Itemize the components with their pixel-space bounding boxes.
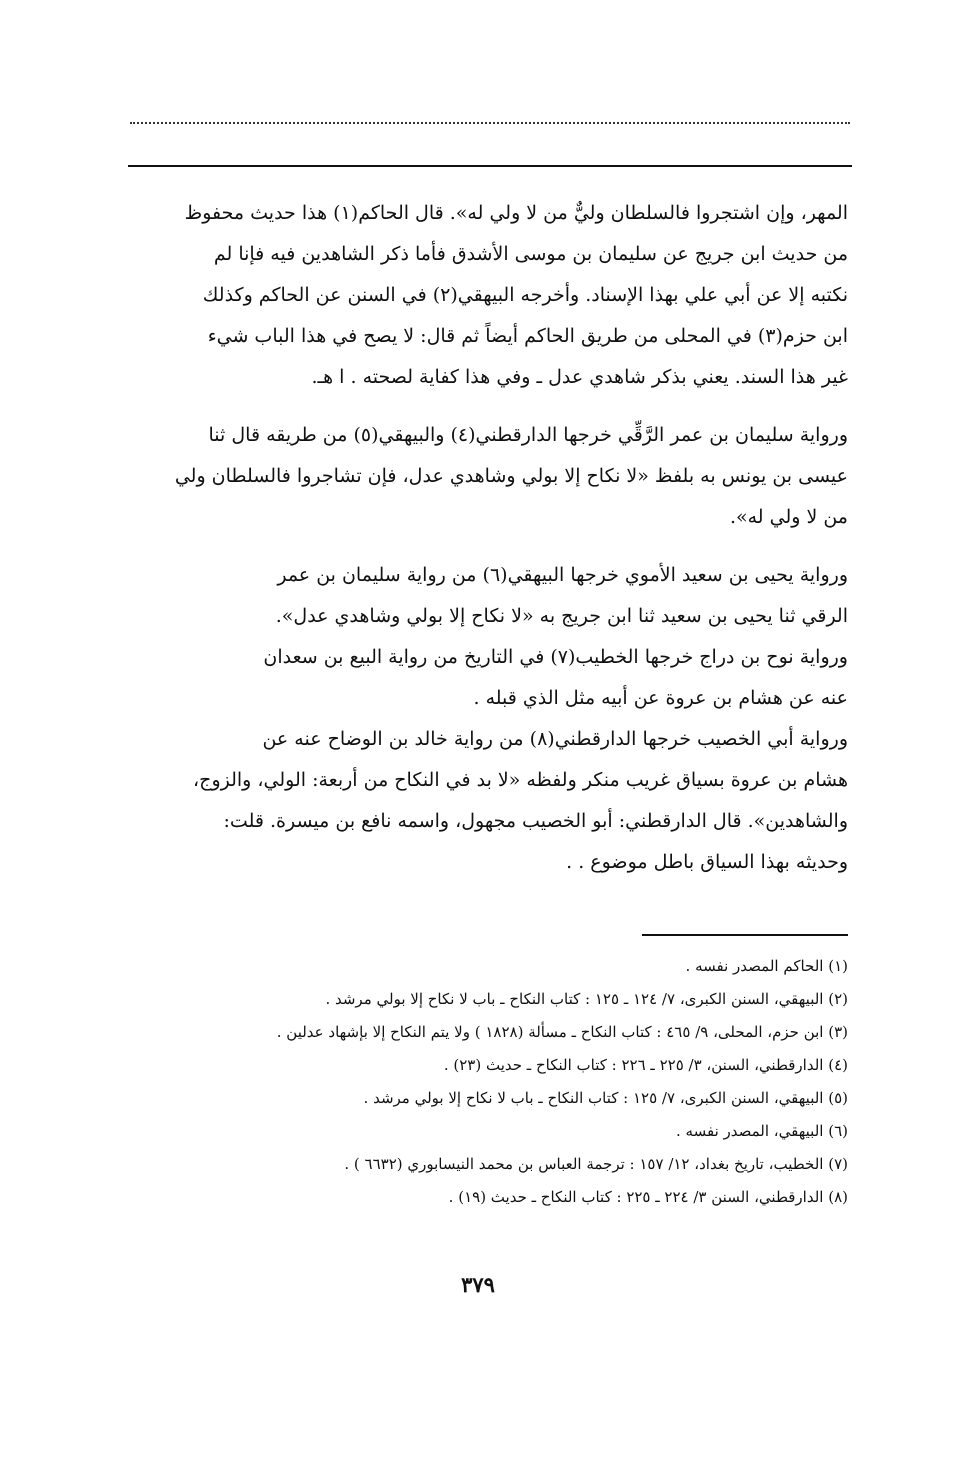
text-line: من حديث ابن جريج عن سليمان بن موسى الأشدق فأما ذكر الشاهدين فيه فإنا لم [213,243,848,265]
text-line: نكتبه إلا عن أبي علي بهذا الإسناد. وأخرجه البيهقي(٢) في السنن عن الحاكم وكذلك [202,284,848,306]
text-line: عيسى بن يونس به بلفظ «لا نكاح إلا بولي وشاهدي عدل، فإن تشاجروا فالسلطان ولي [174,465,848,487]
text-line: غير هذا السند. يعني بذكر شاهدي عدل ـ وفي هذا كفاية لصحته . ا هـ. [311,366,848,388]
text-line: المهر، وإن اشتجروا فالسلطان وليٌّ من لا ولي له». قال الحاكم(١) هذا حديث محفوظ [184,202,848,224]
text-line: وحديثه بهذا السياق باطل موضوع . . [566,851,848,873]
footnote: (٥) البيهقي، السنن الكبرى، ٧/ ١٢٥ : كتاب النكاح ـ باب لا نكاح إلا بولي مرشد . [363,1089,848,1107]
dotted-separator [130,122,850,134]
main-text [120,193,848,900]
footnote: (٢) البيهقي، السنن الكبرى، ٧/ ١٢٤ ـ ١٢٥ : كتاب النكاح ـ باب لا نكاح إلا بولي مرشد . [325,990,848,1008]
footnote: (٤) الدارقطني، السنن، ٣/ ٢٢٥ ـ ٢٢٦ : كتاب النكاح ـ حديث (٢٣) . [443,1056,848,1074]
page-number: ٣٧٩ [461,1272,495,1297]
text-line: ورواية نوح بن دراج خرجها الخطيب(٧) في التاريخ من رواية البيع بن سعدان [263,646,848,668]
footnote: (١) الحاكم المصدر نفسه . [685,957,848,975]
text-line: ورواية سليمان بن عمر الرَّقِّي خرجها الدارقطني(٤) والبيهقي(٥) من طريقه قال ثنا [208,424,848,446]
text-line: ابن حزم(٣) في المحلى من طريق الحاكم أيضاً ثم قال: لا يصح في هذا الباب شيء [207,325,848,347]
footnote: (٧) الخطيب، تاريخ بغداد، ١٢/ ١٥٧ : ترجمة العباس بن محمد النيسابوري (٦٦٣٢ ) . [344,1155,848,1173]
footnote: (٣) ابن حزم، المحلى، ٩/ ٤٦٥ : كتاب النكاح ـ مسألة (١٨٢٨ ) ولا يتم النكاح إلا بإشهاد عدلين . [276,1023,848,1041]
text-line: هشام بن عروة بسياق غريب منكر ولفظه «لا بد في النكاح من أربعة: الولي، والزوج، [193,769,848,791]
text-line: عنه عن هشام بن عروة عن أبيه مثل الذي قبله . [473,687,848,709]
footnote: (٦) البيهقي، المصدر نفسه . [676,1122,848,1140]
footnote-separator [642,934,848,936]
footnote: (٨) الدارقطني، السنن ٣/ ٢٢٤ ـ ٢٢٥ : كتاب النكاح ـ حديث (١٩) . [448,1188,848,1206]
paragraph [120,193,848,398]
header-rule [128,165,852,167]
paragraph [120,415,848,538]
text-line: ورواية أبي الخصيب خرجها الدارقطني(٨) من رواية خالد بن الوضاح عنه عن [262,728,848,750]
paragraph [120,555,848,883]
text-line: والشاهدين». قال الدارقطني: أبو الخصيب مجهول، واسمه نافع بن ميسرة. قلت: [223,810,848,832]
text-line: ورواية يحيى بن سعيد الأموي خرجها البيهقي(٦) من رواية سليمان بن عمر [277,564,848,586]
footnotes [120,950,848,1214]
text-line: من لا ولي له». [729,506,848,528]
text-line: الرقي ثنا يحيى بن سعيد ثنا ابن جريج به «لا نكاح إلا بولي وشاهدي عدل». [275,605,848,627]
